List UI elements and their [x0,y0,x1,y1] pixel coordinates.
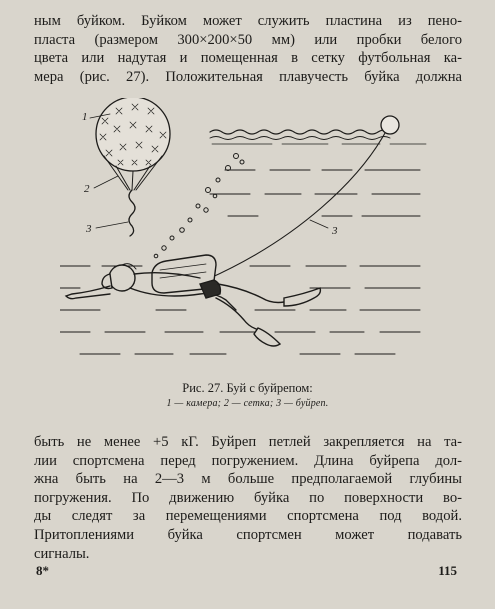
bubbles [154,154,244,258]
surface-buoy [381,116,399,134]
text-line: быть не менее +5 кГ. Буйреп петлей закрепляется на та- [34,434,462,450]
figure-label-1: 1 [82,111,88,123]
text-line: погружения. По движению буйка по поверхности во- [34,489,462,506]
figure-label-2: 2 [84,183,90,195]
figure-caption-legend: 1 — камера; 2 — сетка; 3 — буйреп. [166,398,329,409]
text-line: лии спортсмена перед погружением. Длина буйрепа дол- [34,452,462,469]
printer-signature: 8* [36,563,49,578]
page-number: 115 [438,563,457,578]
text-line: пласта (размером 300×200×50 мм) или пробки белого [34,31,462,48]
text-line: ды следят за перемещениями спортсмена под водой. [34,508,462,525]
text-paragraph-bottom [34,433,462,563]
text-line: мера (рис. 27). Положительная плавучесть буйка должна [34,68,462,85]
buoy-illustration [60,98,440,378]
figure-caption-title: Рис. 27. Буй с буйрепом: [182,381,313,395]
text-line: цвета или надутая и помещенная в сетку футбольная ка- [34,50,462,67]
buoy-line [208,133,385,279]
text-paragraph-top [34,12,462,86]
water-lines [60,170,420,354]
text-line: жна быть на 2—3 м больше предполагаемой глубины [34,471,462,488]
figure-label-3-left: 3 [86,223,92,235]
text-line: сигналы. [34,545,90,562]
text-line: Притоплениями буйка спортсмен может подавать [34,526,462,543]
figure-label-3-right: 3 [332,225,338,237]
text-line: ным буйком. Буйком может служить пластина из пено- [34,13,462,29]
buoy-camera-in-net [96,98,170,236]
